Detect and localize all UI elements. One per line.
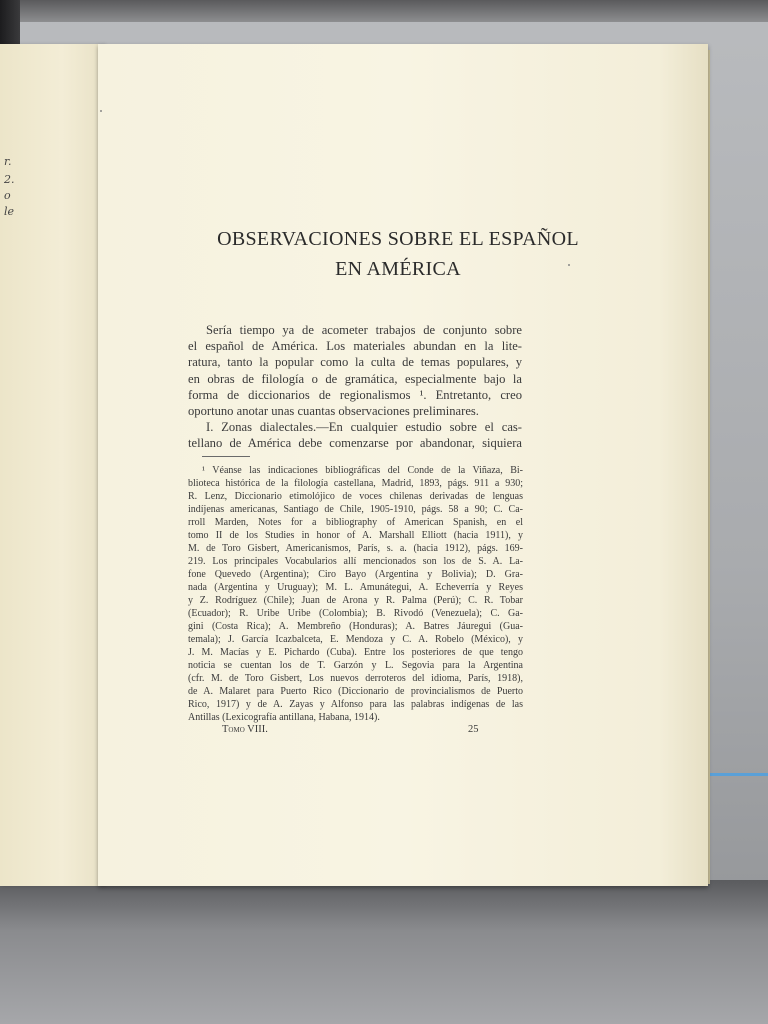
footnote-line: rroll Marden, Notes for a bibliography of American Spanish, en el bbox=[188, 517, 523, 528]
left-page bbox=[0, 44, 104, 886]
footnote-line: nada (Argentina y Uruguay); M. L. Amunátegui, A. Echeverría y Reyes bbox=[188, 582, 523, 593]
scanner-blue-line bbox=[710, 773, 768, 776]
body-line: forma de diccionarios de regionalismos ¹. Entretanto, creo bbox=[188, 387, 522, 402]
body-line: I. Zonas dialectales.—En cualquier estudio sobre el cas- bbox=[206, 420, 522, 435]
scanner-top-edge bbox=[0, 0, 768, 22]
body-line: ratura, tanto la popular como la culta de temas populares, y bbox=[188, 355, 522, 370]
footnote-line: Antillas (Lexicografía antillana, Habana, 1914). bbox=[188, 712, 380, 723]
footnote-line: Rico, 1917) y de A. Zayas y Alfonso para las palabras indígenas de las bbox=[188, 699, 523, 710]
footnote bbox=[188, 464, 523, 724]
left-page-fragment: 2. bbox=[4, 173, 15, 186]
footnote-line: temala); J. García Icazbalceta, E. Mendoza y C. A. Robelo (México), y bbox=[188, 634, 523, 645]
paper-speck bbox=[100, 110, 102, 112]
footnote-line: noticia se cuentan los de T. Garzón y L. Segovia para la Argentina bbox=[188, 660, 523, 671]
footnote-line: blioteca histórica de la filología castellana, Madrid, 1893, págs. 911 a 930; bbox=[188, 478, 523, 489]
page-number: 25 bbox=[468, 724, 479, 735]
article-title-line-2: EN AMÉRICA bbox=[335, 258, 461, 280]
body-line: Sería tiempo ya de acometer trabajos de conjunto sobre bbox=[206, 323, 522, 337]
footnote-line: ¹ Véanse las indicaciones bibliográficas del Conde de la Viñaza, Bi- bbox=[202, 465, 523, 476]
left-page-fragment: le bbox=[4, 205, 15, 218]
scanner-bottom-shadow bbox=[0, 880, 768, 1024]
footnote-line: y Z. Rodríguez (Chile); Juan de Arona y R. Palma (Perú); C. R. Tobar bbox=[188, 595, 523, 606]
footnote-line: (cfr. M. de Toro Gisbert, Los nuevos derroteros del idioma, París, 1918), bbox=[188, 673, 523, 684]
body-text bbox=[188, 322, 522, 452]
body-line: el español de América. Los materiales abundan en la lite- bbox=[188, 339, 522, 354]
volume-label: Tomo VIII. bbox=[222, 724, 268, 735]
footnote-line: gini (Costa Rica); A. Membreño (Honduras); A. Batres Jáuregui (Gua- bbox=[188, 621, 523, 632]
footnote-line: indíjenas americanas, Santiago de Chile, 1905-1910, págs. 58 a 90; C. Ca- bbox=[188, 504, 523, 515]
footnote-rule bbox=[202, 456, 250, 457]
footnote-line: tomo II de los Studies in honor of A. Marshall Elliott (hacia 1911), y bbox=[188, 530, 523, 541]
left-page-fragment: r. bbox=[4, 155, 12, 168]
footnote-line: M. de Toro Gisbert, Americanismos, París, s. a. (hacia 1912), págs. 169- bbox=[188, 543, 523, 554]
footnote-line: 219. Los principales Vocabularios allí mencionados son los de S. A. La- bbox=[188, 556, 523, 567]
footnote-line: (Ecuador); R. Uribe Uribe (Colombia); B. Rivodó (Venezuela); C. Ga- bbox=[188, 608, 523, 619]
left-page-fragment: o bbox=[4, 189, 11, 202]
footnote-line: de A. Malaret para Puerto Rico (Diccionario de provincialismos de Puerto bbox=[188, 686, 523, 697]
body-line: oportuno anotar unas cuantas observaciones preliminares. bbox=[188, 404, 479, 419]
body-line: tellano de América debe comenzarse por abandonar, siquiera bbox=[188, 436, 522, 451]
body-line: en obras de filología o de gramática, especialmente bajo la bbox=[188, 371, 522, 386]
article-title-line-1: OBSERVACIONES SOBRE EL ESPAÑOL bbox=[217, 228, 579, 250]
footnote-line: fone Quevedo (Argentina); Ciro Bayo (Argentina y Bolivia); D. Gra- bbox=[188, 569, 523, 580]
footnote-line: R. Lenz, Diccionario etimolójico de voces chilenas derivadas de lenguas bbox=[188, 491, 523, 502]
footnote-line: J. M. Macías y E. Pichardo (Cuba). Entre los posteriores de que tengo bbox=[188, 647, 523, 658]
